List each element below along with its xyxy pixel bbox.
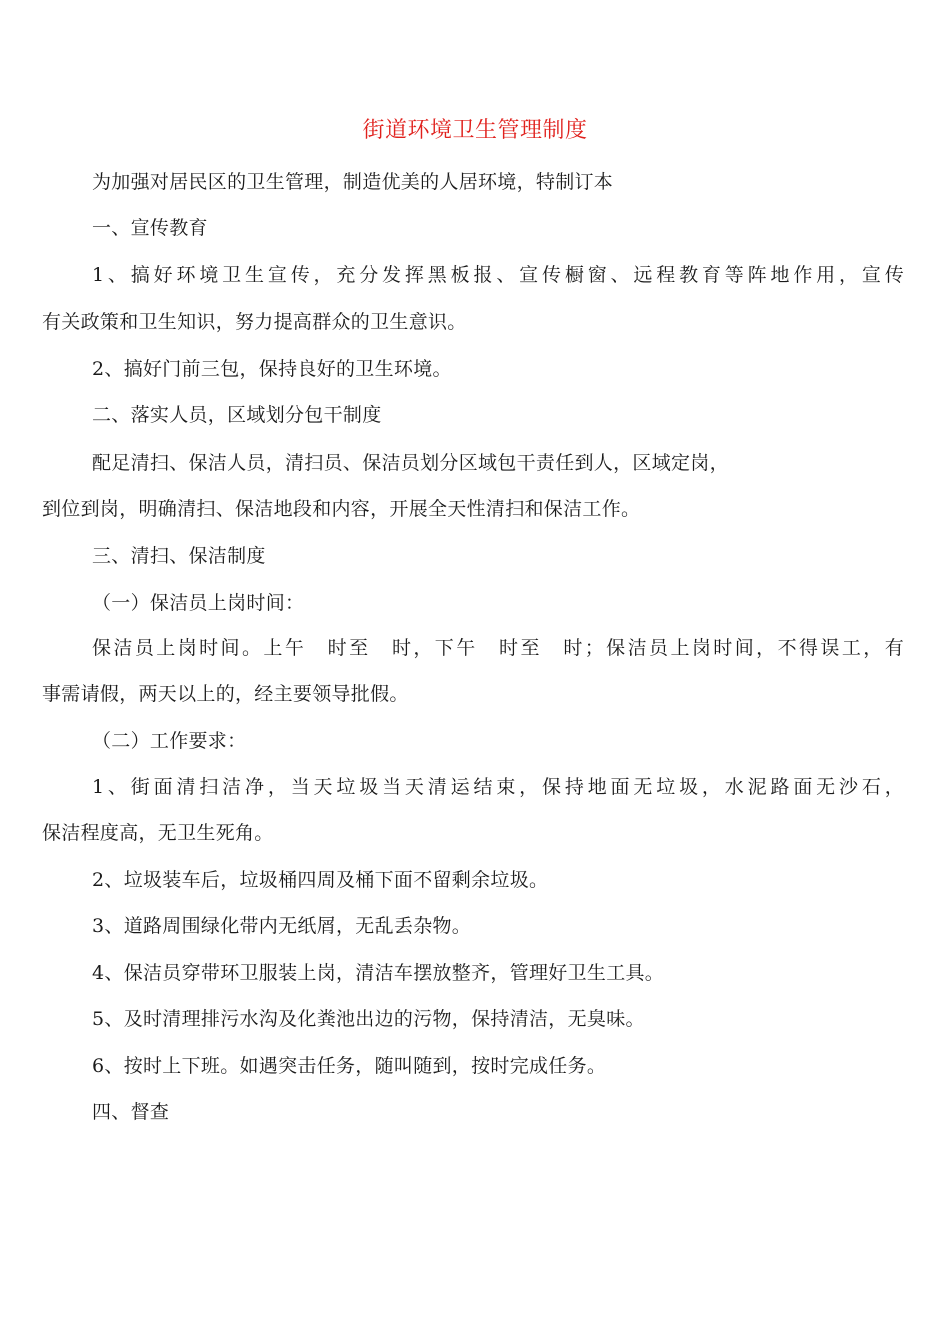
list-item: 5、及时清理排污水沟及化粪池出边的污物，保持清洁，无臭味。: [92, 1008, 645, 1030]
list-item: 2、垃圾装车后，垃圾桶四周及桶下面不留剩余垃圾。: [92, 869, 549, 891]
paragraph-line: 配足清扫、保洁人员，清扫员、保洁员划分区域包干责任到人，区域定岗，: [92, 452, 729, 474]
paragraph-line: 1、搞好环境卫生宣传，充分发挥黑板报、宣传橱窗、远程教育等阵地作用，宣传: [92, 264, 904, 286]
section-heading-3: 三、清扫、保洁制度: [92, 545, 266, 567]
paragraph-line: 1、街面清扫洁净，当天垃圾当天清运结束，保持地面无垃圾，水泥路面无沙石，: [92, 776, 904, 798]
intro-paragraph: 为加强对居民区的卫生管理，制造优美的人居环境，特制订本: [92, 171, 614, 193]
paragraph-line: 保洁程度高，无卫生死角。: [42, 822, 274, 844]
paragraph-line: 事需请假，两天以上的，经主要领导批假。: [42, 683, 409, 705]
paragraph-line: 有关政策和卫生知识，努力提高群众的卫生意识。: [42, 311, 467, 333]
paragraph-line: 保洁员上岗时间。上午 时至 时，下午 时至 时；保洁员上岗时间，不得误工，有: [92, 637, 904, 659]
subsection-heading: （一）保洁员上岗时间：: [92, 592, 305, 614]
subsection-heading: （二）工作要求：: [92, 730, 247, 752]
paragraph-line: 到位到岗，明确清扫、保洁地段和内容，开展全天性清扫和保洁工作。: [42, 498, 641, 520]
list-item: 4、保洁员穿带环卫服装上岗，清洁车摆放整齐，管理好卫生工具。: [92, 962, 665, 984]
section-heading-2: 二、落实人员，区域划分包干制度: [92, 404, 382, 426]
section-heading-1: 一、宣传教育: [92, 217, 208, 239]
section-heading-4: 四、督查: [92, 1101, 170, 1123]
list-item: 3、道路周围绿化带内无纸屑，无乱丢杂物。: [92, 915, 472, 937]
list-item: 6、按时上下班。如遇突击任务，随叫随到，按时完成任务。: [92, 1055, 607, 1077]
paragraph-line: 2、搞好门前三包，保持良好的卫生环境。: [92, 358, 452, 380]
document-title: 街道环境卫生管理制度: [362, 118, 588, 143]
